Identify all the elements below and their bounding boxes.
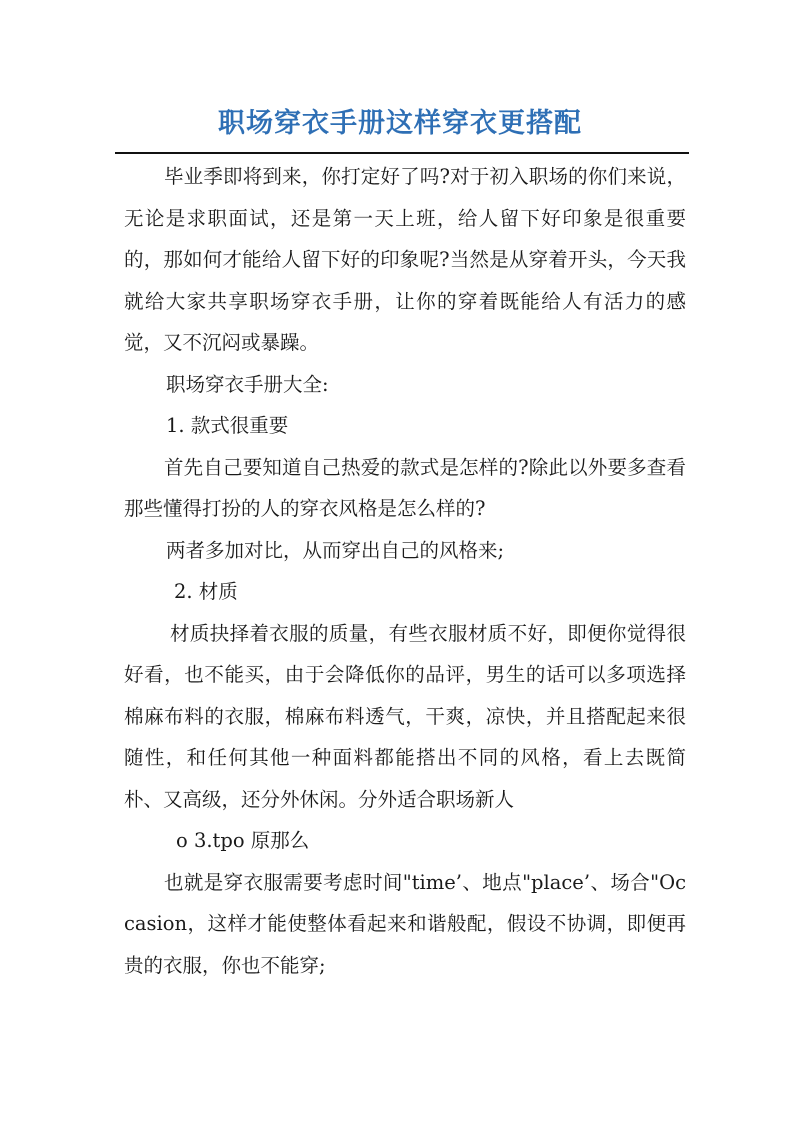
list-item-heading: 1. 款式很重要 [166, 414, 289, 437]
list-item-heading: o 3.tpo 原那么 [176, 829, 310, 852]
body-paragraph: 首先自己要知道自己热爱的款式是怎样的?除此以外要多查看那些懂得打扮的人的穿衣风格是怎么样的? [124, 455, 686, 520]
document-body [124, 156, 686, 986]
body-paragraph: 材质抉择着衣服的质量，有些衣服材质不好，即便你觉得很好看，也不能买，由于会降低你的品评，男生的话可以多项选择棉麻布料的衣服，棉麻布料透气，干爽，凉快，并且搭配起来很随性，和任何其他一种面料都能搭出不同的风格，看上去既简朴、又高级，还分外休闲。分外适合职场新人 [124, 621, 686, 811]
document-title: 职场穿衣手册这样穿衣更搭配 [218, 108, 582, 139]
body-paragraph: 两者多加对比，从而穿出自己的风格来; [166, 538, 505, 562]
list-item-heading: 2. 材质 [174, 580, 238, 603]
intro-paragraph: 毕业季即将到来，你打定好了吗?对于初入职场的你们来说，无论是求职面试，还是第一天上班，给人留下好印象是很重要的，那如何才能给人留下好的印象呢?当然是从穿着开头，今天我就给大家共享职场穿衣手册，让你的穿着既能给人有活力的感觉，又不沉闷或暴躁。 [124, 165, 686, 354]
body-paragraph: 也就是穿衣服需要考虑时间"time’、地点"place’、场合"Occasion，这样才能使整体看起来和谐般配，假设不协调，即便再贵的衣服，你也不能穿; [124, 870, 686, 977]
section-heading: 职场穿衣手册大全: [166, 372, 329, 396]
title-underline [115, 152, 689, 154]
